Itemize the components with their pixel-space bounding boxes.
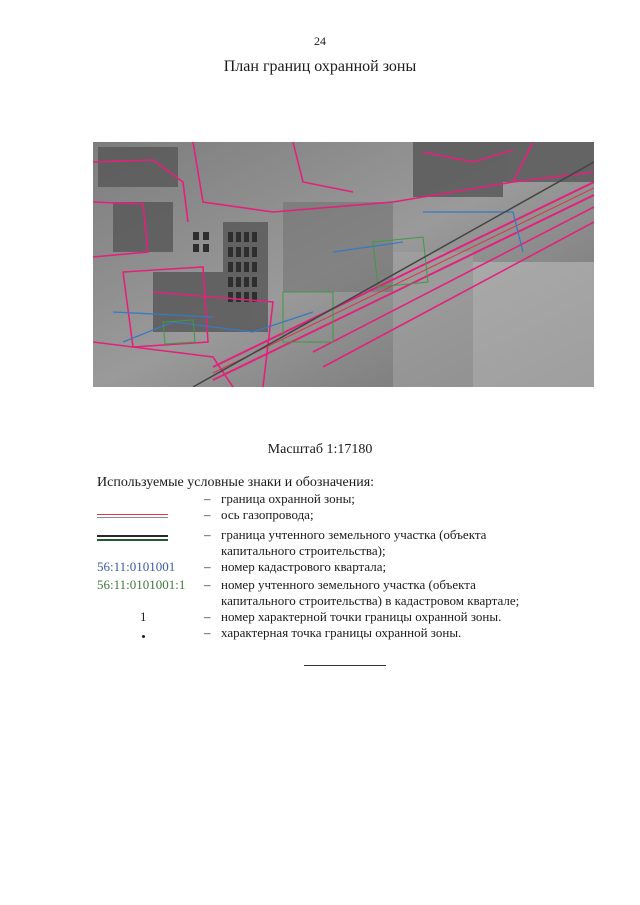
gas-axis-line-grey — [97, 517, 168, 518]
zone-boundary-symbol — [97, 491, 197, 507]
map-scale: Масштаб 1:17180 — [267, 442, 373, 457]
legend-dash: – — [204, 625, 211, 640]
legend-item-label: номер кадастрового квартала; — [221, 559, 387, 574]
point-number-symbol — [97, 609, 197, 625]
quarter-number-sample: 56:11:0101001 — [97, 559, 176, 574]
plot-number-symbol — [97, 577, 197, 593]
plot-number-sample: 56:11:0101001:1 — [97, 577, 186, 592]
gas-axis-line-red — [97, 514, 168, 515]
legend-item-label: граница учтенного земельного участка (объекта капитального строительства); — [221, 527, 487, 558]
land-plot-boundary-symbol — [97, 527, 197, 543]
point-symbol — [97, 625, 197, 641]
point-dot-icon — [142, 635, 145, 638]
legend-dash: – — [204, 609, 211, 624]
land-plot-line-dark — [97, 535, 168, 537]
legend-item-label: граница охранной зоны; — [221, 491, 355, 506]
quarter-number-symbol — [97, 559, 197, 575]
cadastral-map — [93, 142, 594, 387]
legend-dash: – — [204, 559, 211, 574]
gas-axis-symbol — [97, 507, 197, 523]
legend-dash: – — [204, 507, 211, 522]
legend-item-label: номер учтенного земельного участка (объекта капитального строительства) в кадастровом квартале; — [221, 577, 520, 608]
legend-item-label: характерная точка границы охранной зоны. — [221, 625, 462, 640]
page-number: 24 — [314, 34, 326, 48]
legend-heading: Используемые условные знаки и обозначения: — [97, 475, 375, 490]
legend-dash: – — [204, 491, 211, 506]
footer-rule — [304, 665, 386, 666]
legend-dash: – — [204, 527, 211, 542]
map-image — [93, 142, 594, 387]
legend-dash: – — [204, 577, 211, 592]
point-number-sample: 1 — [140, 609, 147, 624]
legend-item-label: ось газопровода; — [221, 507, 314, 522]
page-title: План границ охранной зоны — [223, 58, 417, 75]
legend-item-label: номер характерной точки границы охранной зоны. — [221, 609, 502, 624]
land-plot-line-green — [97, 539, 168, 541]
